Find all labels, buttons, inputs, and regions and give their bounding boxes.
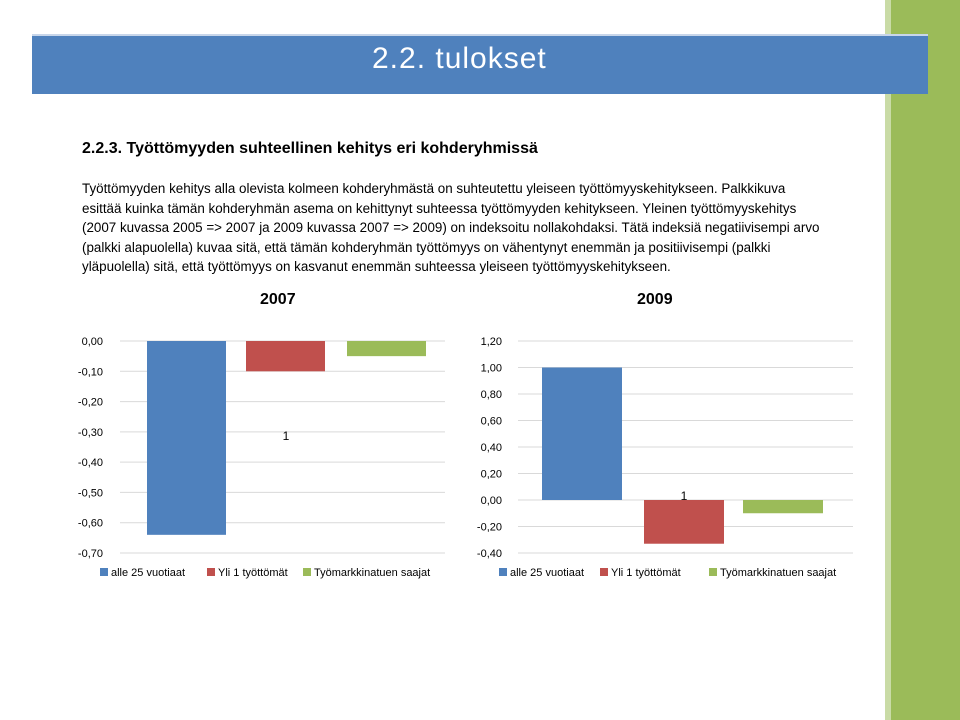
- bar-yli-1-työttömät: [246, 341, 325, 371]
- y-tick-label: -0,30: [77, 426, 103, 439]
- y-tick-label: -0,20: [77, 396, 103, 409]
- bar-alle-25-vuotiaat: [147, 341, 226, 535]
- title-bar-highlight: [32, 34, 928, 36]
- legend-label: alle 25 vuotiaat: [111, 567, 185, 579]
- legend-label: Yli 1 työttömät: [218, 567, 288, 579]
- legend-label: Yli 1 työttömät: [611, 567, 681, 579]
- legend-swatch: [499, 568, 507, 576]
- accent-band: [891, 0, 960, 720]
- y-tick-label: 0,80: [480, 389, 502, 401]
- legend-label: Työmarkkinatuen saajat: [720, 567, 837, 579]
- legend-swatch: [207, 568, 215, 576]
- section-heading: 2.2.3. Työttömyyden suhteellinen kehitys eri kohderyhmissä: [82, 140, 538, 157]
- chart-2007: [60, 328, 460, 588]
- bar-yli-1-työttömät: [644, 500, 724, 544]
- y-tick-label: 0,40: [480, 442, 502, 454]
- y-tick-label: -0,50: [77, 487, 103, 500]
- y-tick-label: -0,40: [476, 548, 502, 560]
- legend-label: alle 25 vuotiaat: [510, 567, 584, 579]
- legend-swatch: [709, 568, 717, 576]
- legend-swatch: [600, 568, 608, 576]
- y-tick-label: 0,00: [480, 495, 502, 507]
- bar-alle-25-vuotiaat: [542, 368, 622, 501]
- y-tick-label: -0,20: [476, 521, 502, 534]
- body-paragraph: Työttömyyden kehitys alla olevista kolmeen kohderyhmästä on suhteutettu yleiseen työttömyyskehitykseen. Palkkikuva esittää kuinka tämän kohderyhmän asema on kehittynyt suhteessa työttömyyden kehitykseen. Yleinen työttömyyskehitys (2007 kuvassa 2005 => 2007 ja 2009 kuvassa 2007 => 2009) on indeksoitu nollakohdaksi. Tätä indeksiä negatiivisempi arvo (palkki alapuolella) kuvaa sitä, että tämän kohderyhmän työttömyys on vähentynyt enemmän ja positiivisempi (palkki yläpuolella) sitä, että työttömyys on kasvanut enemmän suhteessa yleiseen työttömyyskehitykseen.: [82, 181, 820, 275]
- chart-year-label-2007: 2007: [260, 291, 296, 308]
- legend-swatch: [303, 568, 311, 576]
- chart-2009: [458, 328, 868, 588]
- y-tick-label: 1,20: [480, 336, 502, 348]
- y-tick-label: -0,60: [77, 517, 103, 530]
- y-tick-label: -0,10: [77, 366, 103, 379]
- category-label: 1: [680, 489, 688, 503]
- chart-year-label-2009: 2009: [637, 291, 673, 308]
- y-tick-label: 1,00: [480, 362, 502, 375]
- y-tick-label: 0,60: [480, 415, 502, 428]
- y-tick-label: -0,70: [77, 548, 103, 560]
- y-tick-label: 0,00: [81, 336, 103, 348]
- y-tick-label: -0,40: [77, 457, 103, 470]
- category-label: 1: [282, 429, 290, 443]
- bar-työmarkkinatuen-saajat: [347, 341, 426, 356]
- page-title: 2.2. tulokset: [372, 42, 547, 75]
- legend-swatch: [100, 568, 108, 576]
- bar-työmarkkinatuen-saajat: [743, 500, 823, 513]
- y-tick-label: 0,20: [480, 468, 502, 481]
- legend-label: Työmarkkinatuen saajat: [314, 567, 431, 579]
